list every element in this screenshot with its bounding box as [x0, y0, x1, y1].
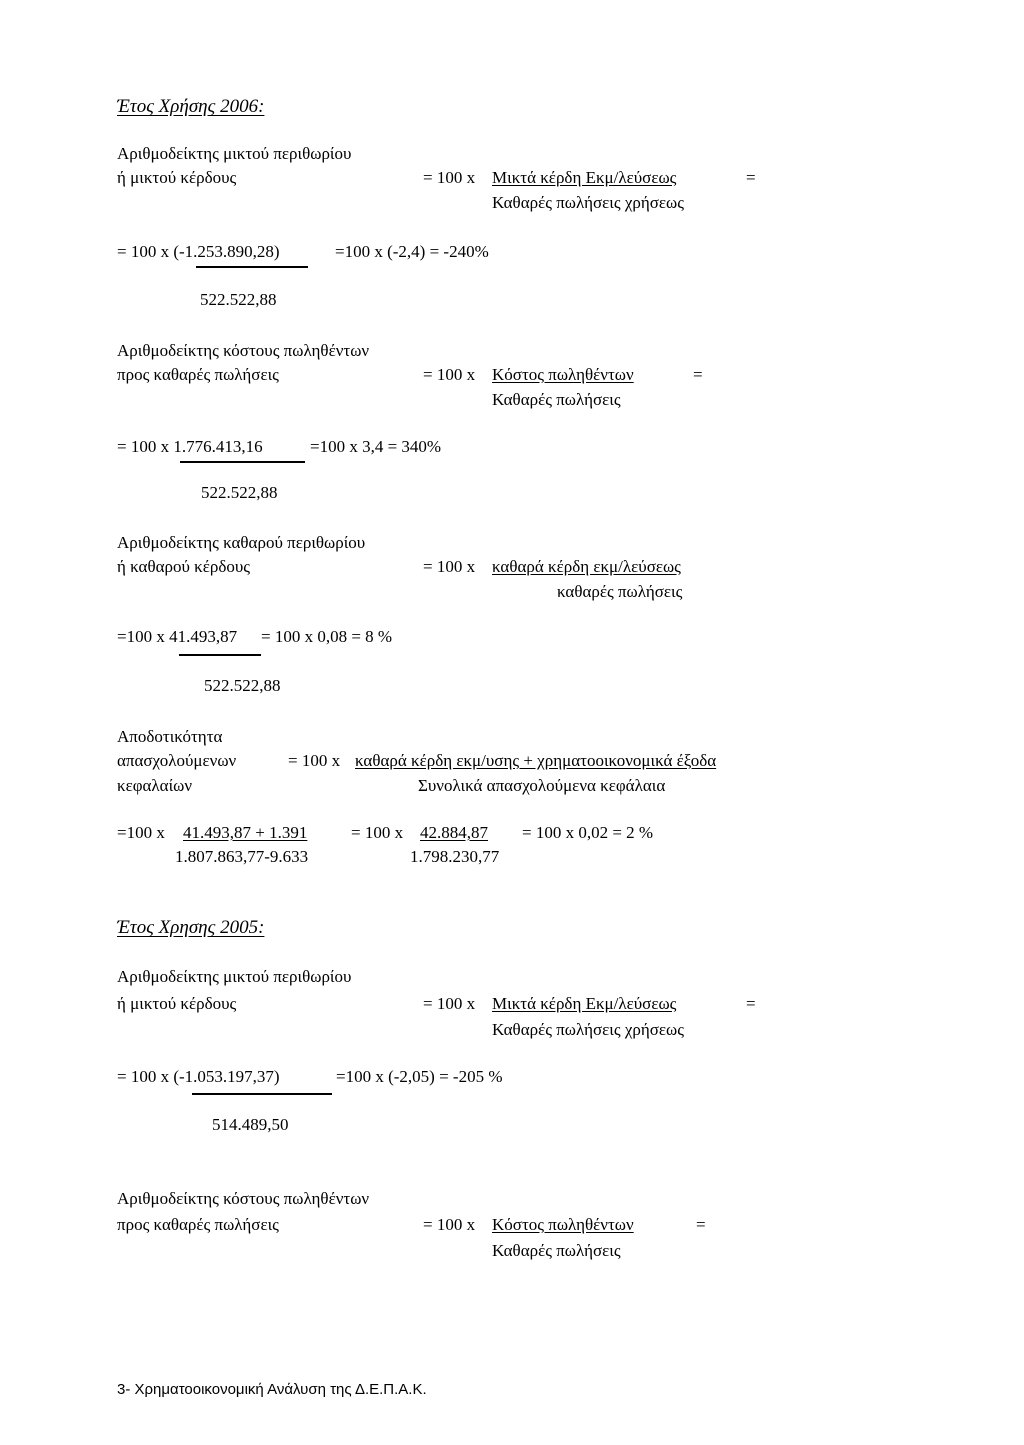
gross-margin-2005-calc-result: =100 x (-2,05) = -205 %	[336, 1067, 503, 1086]
cost-ratio-name-line1: Αριθμοδείκτης κόστους πωληθέντων	[117, 341, 370, 360]
fraction-line	[192, 1093, 332, 1095]
net-margin-name-line1: Αριθμοδείκτης καθαρού περιθωρίου	[117, 533, 366, 552]
net-margin-numerator: καθαρά κέρδη εκμ/λεύσεως	[492, 557, 681, 576]
net-margin-calc-numerator: =100 x 41.493,87	[117, 627, 238, 646]
gross-margin-denominator: Καθαρές πωλήσεις χρήσεως	[492, 193, 684, 212]
gross-margin-2005-name-line1: Αριθμοδείκτης μικτού περιθωρίου	[117, 967, 352, 986]
gross-margin-2005-denominator: Καθαρές πωλήσεις χρήσεως	[492, 1020, 684, 1039]
cost-ratio-calc-numerator: = 100 x 1.776.413,16	[117, 437, 263, 456]
gross-margin-name-line2: ή μικτού κέρδους	[117, 168, 237, 187]
roe-calc2-numerator: 42.884,87	[420, 823, 488, 842]
roe-calc2-prefix: = 100 x	[351, 823, 404, 842]
cost-ratio-eq-prefix: = 100 x	[423, 365, 476, 384]
cost-ratio-name-line2: προς καθαρές πωλήσεις	[117, 365, 279, 384]
fraction-line	[179, 654, 261, 656]
cost-ratio-2005-denominator: Καθαρές πωλήσεις	[492, 1241, 621, 1260]
gross-margin-2005-name-line2: ή μικτού κέρδους	[117, 994, 237, 1013]
section-title-2006: Έτος Χρήσης 2006:	[117, 96, 265, 117]
cost-ratio-calc-result: =100 x 3,4 = 340%	[310, 437, 442, 456]
gross-margin-2005-numerator: Μικτά κέρδη Εκμ/λεύσεως	[492, 994, 677, 1013]
fraction-line	[180, 461, 305, 463]
roe-name-line1: Αποδοτικότητα	[117, 727, 223, 746]
gross-margin-name-line1: Αριθμοδείκτης μικτού περιθωρίου	[117, 144, 352, 163]
roe-calc1-prefix: =100 x	[117, 823, 165, 842]
gross-margin-calc-result: =100 x (-2,4) = -240%	[335, 242, 489, 261]
roe-numerator: καθαρά κέρδη εκμ/υσης + χρηματοοικονομικά έξοδα	[355, 751, 717, 770]
roe-calc2-denominator: 1.798.230,77	[410, 847, 500, 866]
gross-margin-calc-numerator: = 100 x (-1.253.890,28)	[117, 242, 280, 261]
cost-ratio-eq-suffix: =	[693, 365, 703, 384]
gross-margin-calc-denominator: 522.522,88	[200, 290, 277, 309]
section-title-2005: Έτος Χρησης 2005:	[117, 917, 265, 938]
roe-eq-prefix: = 100 x	[288, 751, 341, 770]
page-footer: 3- Χρηματοοικονομική Ανάλυση της Δ.Ε.Π.Α.Κ.	[117, 1381, 427, 1398]
cost-ratio-2005-numerator: Κόστος πωληθέντων	[492, 1215, 634, 1234]
net-margin-denominator: καθαρές πωλήσεις	[557, 582, 683, 601]
cost-ratio-2005-name-line2: προς καθαρές πωλήσεις	[117, 1215, 279, 1234]
net-margin-name-line2: ή καθαρού κέρδους	[117, 557, 251, 576]
cost-ratio-2005-eq-suffix: =	[696, 1215, 706, 1234]
net-margin-calc-result: = 100 x 0,08 = 8 %	[261, 627, 393, 646]
cost-ratio-2005-eq-prefix: = 100 x	[423, 1215, 476, 1234]
cost-ratio-numerator: Κόστος πωληθέντων	[492, 365, 634, 384]
cost-ratio-calc-denominator: 522.522,88	[201, 483, 278, 502]
gross-margin-2005-calc-denominator: 514.489,50	[212, 1115, 289, 1134]
roe-denominator: Συνολικά απασχολούμενα κεφάλαια	[418, 776, 666, 795]
net-margin-calc-denominator: 522.522,88	[204, 676, 281, 695]
cost-ratio-2005-name-line1: Αριθμοδείκτης κόστους πωληθέντων	[117, 1189, 370, 1208]
net-margin-eq-prefix: = 100 x	[423, 557, 476, 576]
gross-margin-numerator: Μικτά κέρδη Εκμ/λεύσεως	[492, 168, 677, 187]
cost-ratio-denominator: Καθαρές πωλήσεις	[492, 390, 621, 409]
roe-calc1-numerator: 41.493,87 + 1.391	[183, 823, 308, 842]
gross-margin-eq-suffix: =	[746, 168, 756, 187]
roe-calc-result: = 100 x 0,02 = 2 %	[522, 823, 654, 842]
roe-name-line2: απασχολούμενων	[117, 751, 237, 770]
gross-margin-2005-eq-suffix: =	[746, 994, 756, 1013]
gross-margin-2005-calc-numerator: = 100 x (-1.053.197,37)	[117, 1067, 280, 1086]
fraction-line	[196, 266, 308, 268]
roe-calc1-denominator: 1.807.863,77-9.633	[175, 847, 309, 866]
gross-margin-eq-prefix: = 100 x	[423, 168, 476, 187]
roe-name-line3: κεφαλαίων	[117, 776, 193, 795]
gross-margin-2005-eq-prefix: = 100 x	[423, 994, 476, 1013]
